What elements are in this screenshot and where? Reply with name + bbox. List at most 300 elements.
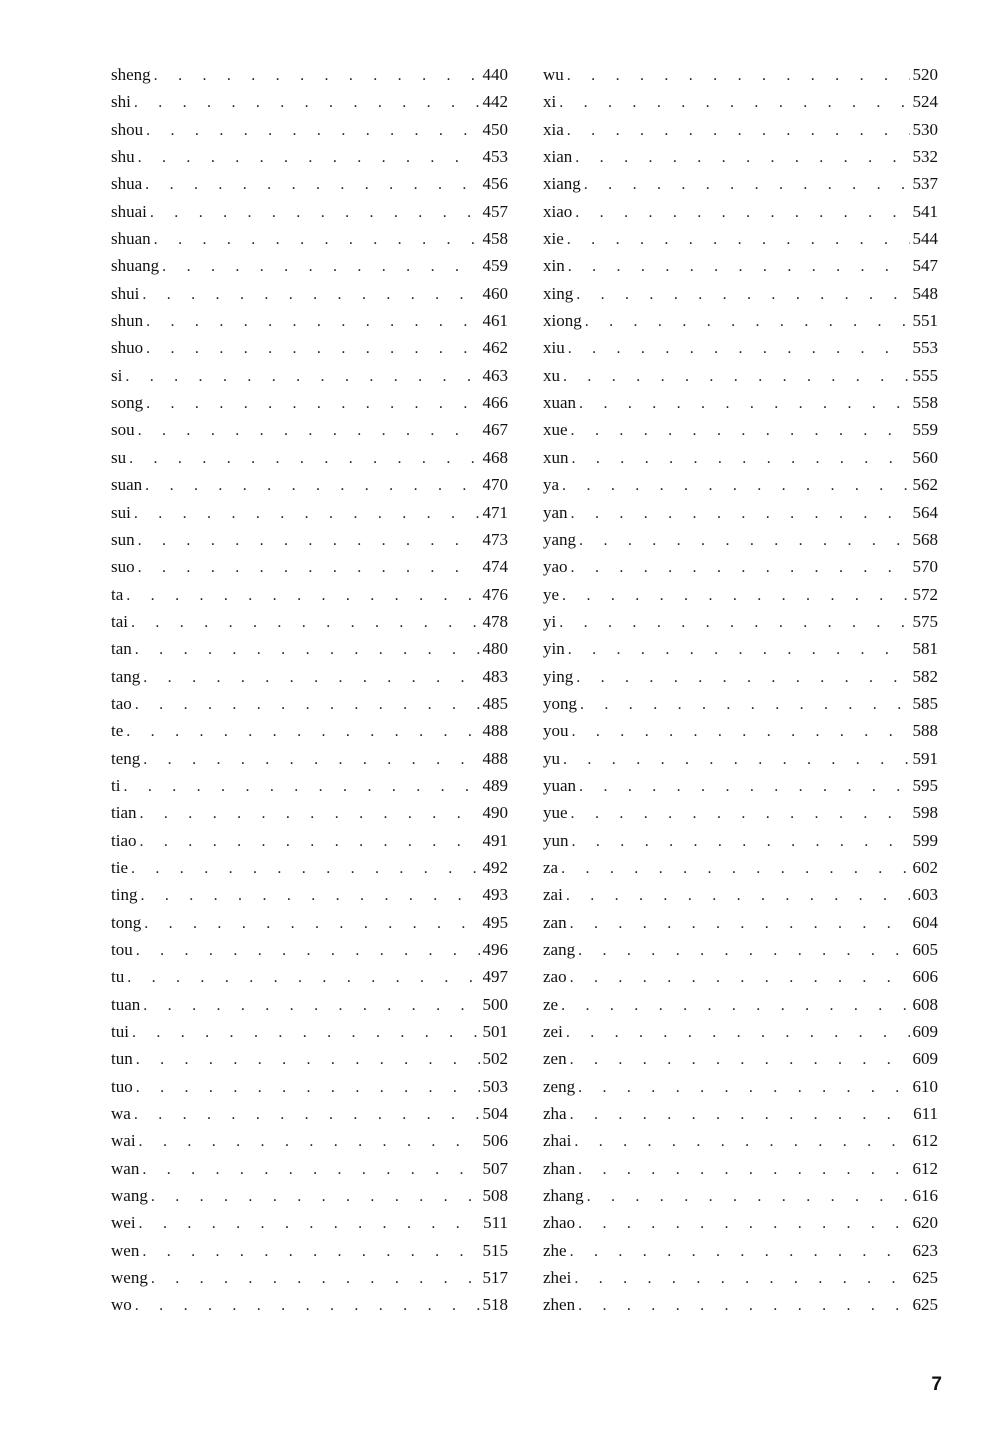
dot-leader [572,445,910,472]
entry-page-number: 605 [912,940,938,959]
index-entry [111,1127,508,1154]
index-entry [543,61,938,88]
index-entry [111,1264,508,1291]
entry-page-number: 588 [912,721,938,741]
index-entry [111,198,508,225]
entry-syllable: shui [111,283,140,303]
entry-syllable: tong [111,912,142,932]
entry-syllable: shuang [111,256,160,276]
dot-leader [575,199,909,226]
entry-syllable: zei [543,1022,563,1042]
dot-leader [571,800,910,827]
dot-leader [587,1183,910,1210]
dot-leader [571,500,910,527]
index-column-left [111,61,508,1319]
index-entry [543,1127,938,1154]
dot-leader [144,910,479,937]
dot-leader [574,1128,909,1155]
dot-leader [579,527,909,554]
entry-syllable: xie [543,229,564,249]
entry-page-number: 620 [912,1213,938,1233]
dot-leader [146,390,479,417]
index-entry [543,553,938,580]
index-entry [543,963,938,990]
index-entry [543,143,938,170]
entry-syllable: zhao [543,1213,576,1233]
dot-leader [129,445,479,472]
index-entry [543,198,938,225]
dot-leader [568,335,910,362]
index-entry [111,608,508,635]
entry-page-number: 610 [912,1076,938,1096]
entry-syllable: zan [543,912,567,932]
entry-syllable: shu [111,147,135,167]
dot-leader [142,281,479,308]
index-entry [111,1291,508,1318]
dot-leader [139,1210,481,1237]
index-entry [543,745,938,772]
entry-page-number: 503 [482,1076,508,1096]
entry-syllable: tan [111,639,132,659]
entry-syllable: yong [543,693,577,713]
entry-page-number: 450 [482,119,508,139]
entry-page-number: 559 [912,420,938,440]
dot-leader [132,1019,480,1046]
index-entry [111,280,508,307]
index-entry [543,581,938,608]
entry-syllable: wen [111,1240,140,1260]
entry-syllable: tuo [111,1076,133,1096]
entry-page-number: 491 [482,830,508,850]
entry-page-number: 453 [482,147,508,167]
entry-page-number: 489 [482,775,508,795]
entry-page-number: 603 [912,885,938,905]
entry-page-number: 467 [482,420,508,440]
index-entry [543,307,938,334]
dot-leader [585,308,910,335]
entry-page-number: 598 [912,803,938,823]
index-entry [543,690,938,717]
entry-page-number: 440 [482,65,508,84]
dot-leader [578,1156,909,1183]
index-entry [543,635,938,662]
dot-leader [125,363,479,390]
entry-page-number: 608 [912,994,938,1014]
entry-syllable: shun [111,311,144,331]
entry-page-number: 568 [912,529,938,549]
index-entry [543,334,938,361]
entry-syllable: sheng [111,65,151,84]
dot-leader [576,281,909,308]
dot-leader [136,937,480,964]
index-entry [111,444,508,471]
index-entry [543,608,938,635]
dot-leader [154,62,480,89]
entry-syllable: wan [111,1158,140,1178]
entry-syllable: ye [543,584,560,604]
dot-leader [140,882,479,909]
entry-syllable: weng [111,1268,148,1288]
entry-page-number: 488 [482,748,508,768]
index-entry [111,690,508,717]
index-entry [543,909,938,936]
entry-page-number: 541 [912,201,938,221]
entry-page-number: 471 [482,502,508,522]
index-entry [543,991,938,1018]
entry-syllable: ya [543,475,560,495]
index-entry [111,116,508,143]
entry-page-number: 473 [482,529,508,549]
index-entry [111,963,508,990]
dot-leader [127,964,479,991]
entry-page-number: 470 [482,475,508,495]
entry-page-number: 604 [912,912,938,932]
entry-page-number: 612 [912,1158,938,1178]
dot-leader [126,718,479,745]
index-entry [111,827,508,854]
index-entry [111,1018,508,1045]
entry-page-number: 570 [912,557,938,577]
entry-syllable: tang [111,666,141,686]
dot-leader [562,582,909,609]
entry-syllable: tun [111,1049,133,1069]
index-entry [111,225,508,252]
dot-leader [143,664,479,691]
entry-page-number: 591 [912,748,938,768]
entry-syllable: te [111,721,124,741]
entry-syllable: su [111,447,127,467]
entry-page-number: 458 [482,229,508,249]
dot-leader [571,417,910,444]
entry-page-number: 515 [482,1240,508,1260]
entry-syllable: yun [543,830,569,850]
index-entry [111,553,508,580]
entry-syllable: xin [543,256,565,276]
dot-leader [138,527,480,554]
entry-page-number: 468 [482,447,508,467]
dot-leader [574,1265,909,1292]
dot-leader [584,171,910,198]
index-entry [111,772,508,799]
entry-page-number: 558 [912,393,938,413]
dot-leader [145,472,479,499]
entry-syllable: xing [543,283,574,303]
index-entry [543,1182,938,1209]
index-entry [111,745,508,772]
entry-syllable: yue [543,803,568,823]
index-entry [543,936,938,963]
index-entry [543,1018,938,1045]
index-entry [543,854,938,881]
index-entry [111,1182,508,1209]
index-entry [543,280,938,307]
dot-leader [562,472,909,499]
index-entry [111,1100,508,1127]
index-entry [543,416,938,443]
dot-leader [567,62,910,89]
entry-syllable: suan [111,475,143,495]
dot-leader [566,1019,910,1046]
index-entry [543,1100,938,1127]
dot-leader [561,992,909,1019]
entry-syllable: xun [543,447,569,467]
entry-page-number: 478 [482,611,508,631]
entry-page-number: 524 [912,92,938,112]
entry-syllable: ying [543,666,574,686]
index-entry [111,1155,508,1182]
dot-leader [136,1074,480,1101]
index-entry [111,581,508,608]
dot-leader [575,144,909,171]
entry-syllable: wa [111,1104,131,1124]
index-entry [111,936,508,963]
index-entry [543,471,938,498]
dot-leader [567,226,910,253]
dot-leader [151,1183,480,1210]
entry-syllable: xiu [543,338,565,358]
index-entry [543,772,938,799]
index-entry [111,881,508,908]
entry-page-number: 530 [912,119,938,139]
entry-syllable: si [111,365,123,385]
entry-page-number: 544 [912,229,938,249]
entry-syllable: song [111,393,144,413]
index-entry [111,799,508,826]
entry-syllable: zhe [543,1240,567,1260]
dot-leader [578,1292,909,1319]
entry-syllable: ta [111,584,124,604]
index-entry [111,307,508,334]
entry-syllable: yuan [543,775,577,795]
dot-leader [570,1046,910,1073]
entry-syllable: tuan [111,994,141,1014]
entry-syllable: zai [543,885,563,905]
entry-page-number: 553 [912,338,938,358]
entry-page-number: 517 [482,1268,508,1288]
entry-page-number: 497 [482,967,508,987]
entry-page-number: 456 [482,174,508,194]
entry-page-number: 483 [482,666,508,686]
dot-leader [580,691,910,718]
entry-page-number: 575 [912,611,938,631]
entry-syllable: tian [111,803,137,823]
entry-page-number: 547 [912,256,938,276]
index-entry [543,827,938,854]
dot-leader [578,937,909,964]
index-entry [111,88,508,115]
dot-leader [579,773,909,800]
entry-page-number: 625 [912,1295,938,1315]
index-entry [111,1209,508,1236]
entry-page-number: 609 [912,1022,938,1042]
index-entry [543,1155,938,1182]
entry-syllable: xiao [543,201,573,221]
entry-syllable: yin [543,639,565,659]
index-entry [111,389,508,416]
dot-leader [571,554,910,581]
entry-page-number: 555 [912,365,938,385]
dot-leader [570,1238,910,1265]
entry-page-number: 572 [912,584,938,604]
entry-syllable: teng [111,748,141,768]
entry-page-number: 564 [912,502,938,522]
dot-leader [131,855,480,882]
index-entry [111,909,508,936]
index-entry [111,416,508,443]
dot-leader [579,390,909,417]
entry-page-number: 616 [912,1186,938,1206]
dot-leader [146,308,479,335]
entry-syllable: xiang [543,174,581,194]
index-entry [543,362,938,389]
entry-page-number: 599 [912,830,938,850]
dot-leader [578,1074,909,1101]
index-entry [111,471,508,498]
entry-page-number: 480 [482,639,508,659]
entry-page-number: 508 [482,1186,508,1206]
entry-syllable: zhai [543,1131,572,1151]
entry-syllable: shuan [111,229,151,249]
index-entry [543,1073,938,1100]
entry-page-number: 585 [912,693,938,713]
entry-syllable: zang [543,940,576,959]
index-entry [111,526,508,553]
dot-leader [568,253,910,280]
entry-syllable: yao [543,557,568,577]
entry-syllable: zeng [543,1076,576,1096]
dot-leader [568,636,910,663]
index-entry [111,1073,508,1100]
entry-syllable: tao [111,693,132,713]
entry-page-number: 502 [482,1049,508,1069]
entry-syllable: xian [543,147,573,167]
index-column-right [543,61,938,1319]
entry-page-number: 457 [482,201,508,221]
dot-leader [142,1156,479,1183]
entry-page-number: 460 [482,283,508,303]
index-entry [543,252,938,279]
dot-leader [139,1128,480,1155]
index-entry [111,635,508,662]
dot-leader [162,253,479,280]
entry-page-number: 495 [482,912,508,932]
entry-syllable: yan [543,502,568,522]
entry-syllable: sun [111,529,135,549]
index-entry [111,1237,508,1264]
dot-leader [578,1210,909,1237]
dot-leader [136,1046,480,1073]
dot-leader [143,992,479,1019]
entry-page-number: 582 [912,666,938,686]
entry-syllable: tai [111,611,128,631]
entry-page-number: 476 [482,584,508,604]
entry-syllable: xuan [543,393,577,413]
entry-syllable: yi [543,611,557,631]
entry-syllable: tie [111,857,128,877]
entry-syllable: tou [111,940,133,959]
entry-syllable: xiong [543,311,582,331]
entry-page-number: 462 [482,338,508,358]
entry-syllable: wo [111,1295,132,1315]
index-entry [111,334,508,361]
dot-leader [154,226,480,253]
entry-page-number: 496 [482,940,508,959]
entry-page-number: 504 [482,1104,508,1124]
page-number: 7 [931,1374,942,1395]
dot-leader [135,1292,480,1319]
entry-syllable: you [543,721,569,741]
index-entry [111,854,508,881]
entry-syllable: shua [111,174,143,194]
entry-syllable: ti [111,775,121,795]
dot-leader [563,363,910,390]
entry-syllable: wai [111,1131,136,1151]
dot-leader [138,554,480,581]
entry-page-number: 595 [912,775,938,795]
index-entry [543,88,938,115]
entry-syllable: sui [111,502,131,522]
entry-page-number: 537 [912,174,938,194]
entry-page-number: 581 [912,639,938,659]
entry-syllable: ting [111,885,138,905]
entry-syllable: shuo [111,338,144,358]
dot-leader [151,1265,480,1292]
entry-page-number: 560 [912,447,938,467]
dot-leader [561,855,909,882]
index-entry [111,717,508,744]
index-entry [543,526,938,553]
entry-syllable: ze [543,994,559,1014]
entry-page-number: 511 [483,1213,508,1233]
index-entry [543,1291,938,1318]
entry-page-number: 507 [482,1158,508,1178]
entry-syllable: shou [111,119,144,139]
entry-page-number: 466 [482,393,508,413]
entry-syllable: wu [543,65,564,84]
entry-syllable: xue [543,420,568,440]
entry-page-number: 463 [482,365,508,385]
index-entry [543,663,938,690]
entry-syllable: shi [111,92,131,112]
index-entry [543,444,938,471]
index-entry [543,1045,938,1072]
dot-leader [563,746,910,773]
entry-syllable: zen [543,1049,567,1069]
entry-page-number: 609 [912,1049,938,1069]
dot-leader [566,882,910,909]
entry-syllable: zha [543,1104,567,1124]
entry-page-number: 493 [482,885,508,905]
entry-page-number: 602 [912,857,938,877]
index-entry [543,717,938,744]
dot-leader [572,828,910,855]
entry-syllable: wang [111,1186,148,1206]
index-entry [111,1045,508,1072]
index-entry [111,61,508,88]
index-entry [111,499,508,526]
entry-page-number: 490 [482,803,508,823]
entry-page-number: 518 [482,1295,508,1315]
index-entry [111,252,508,279]
entry-syllable: sou [111,420,135,440]
entry-page-number: 532 [912,147,938,167]
entry-page-number: 551 [912,311,938,331]
entry-syllable: zhan [543,1158,576,1178]
dot-leader [140,828,480,855]
dot-leader [570,964,910,991]
entry-page-number: 501 [482,1022,508,1042]
dot-leader [142,1238,479,1265]
